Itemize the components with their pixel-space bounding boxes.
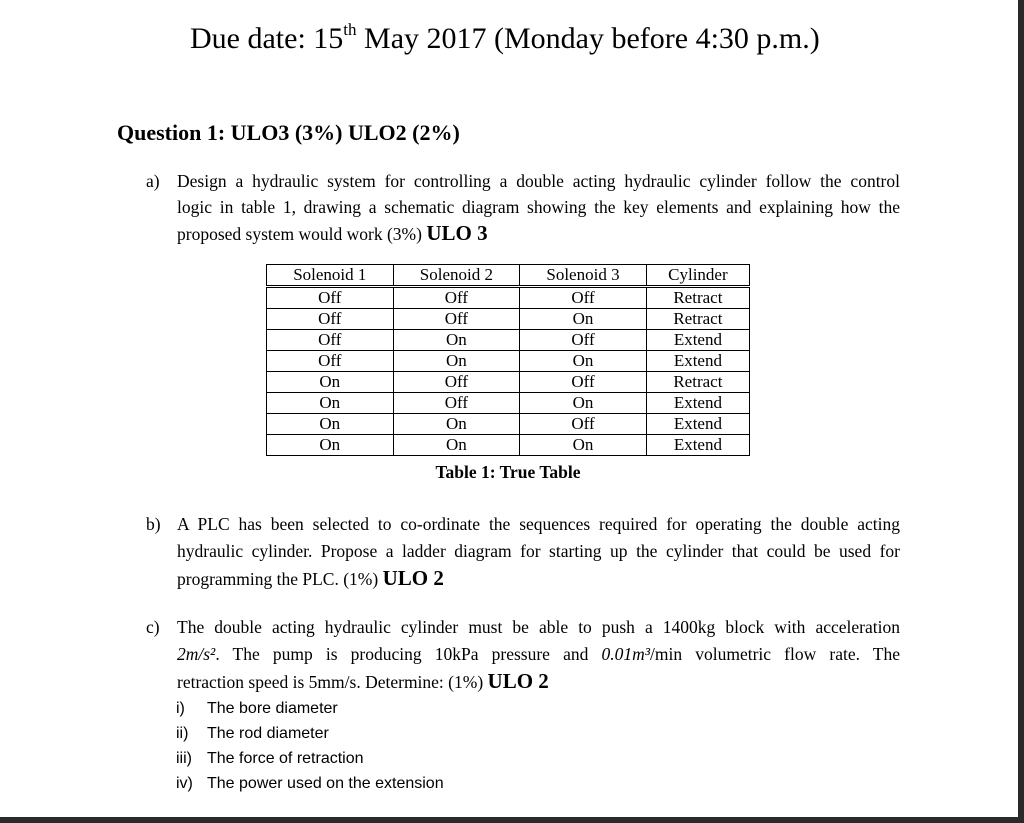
table-cell: Extend [646,330,749,351]
window-border-bottom [0,817,1024,823]
table-cell: Retract [646,309,749,330]
part-b-ulo: ULO 2 [382,566,444,590]
due-date-superscript: th [343,20,357,39]
table-cell: Off [520,372,647,393]
part-c-line [177,641,900,668]
part-c-line3: retraction speed is 5mm/s. Determine: (1%) [177,672,488,692]
table-cell: Off [393,372,520,393]
part-b-line [177,565,900,593]
table-cell: Off [267,309,394,330]
table-cell: On [520,351,647,372]
table-cell: Off [393,309,520,330]
table-cell: On [520,393,647,414]
table-row [267,287,750,309]
part-a-line3: proposed system would work (3%) [177,224,427,244]
table-cell: Retract [646,372,749,393]
table-row [267,393,750,414]
subitem-marker: iv) [176,775,193,792]
table-cell: On [267,414,394,435]
table-cell: On [267,372,394,393]
header-cell: Solenoid 3 [520,265,647,287]
header-cell: Solenoid 1 [267,265,394,287]
subitem-text: The rod diameter [207,725,329,742]
table-row [267,351,750,372]
table-cell: Off [393,287,520,309]
part-c-subitems [176,696,444,796]
header-cell: Cylinder [646,265,749,287]
part-b-line: hydraulic cylinder. Propose a ladder diagram for starting up the cylinder that could be used for [177,541,900,561]
question-title: Question 1: ULO3 (3%) ULO2 (2%) [117,120,460,145]
part-c-marker: c) [146,617,160,637]
flow-rate-value: 0.01m³ [601,644,650,664]
part-b-text [177,511,900,593]
due-date-heading [190,22,820,56]
table-cell: Off [520,330,647,351]
table-cell: Retract [646,287,749,309]
part-a [146,168,900,247]
part-b [146,511,900,593]
table-cell: Extend [646,414,749,435]
part-c-line2-mid: . The pump is producing 10kPa pressure and [215,644,602,664]
table-row [267,372,750,393]
table-cell: On [520,435,647,456]
table-cell: Off [267,351,394,372]
part-a-marker: a) [146,171,160,191]
table-row [267,435,750,456]
subitem-text: The power used on the extension [207,775,444,792]
subitem-marker: ii) [176,725,189,742]
part-b-line: A PLC has been selected to co-ordinate the sequences required for operating the double acting [177,514,900,534]
truth-table-header-row [267,265,750,287]
table-cell: On [267,435,394,456]
table-cell: Off [520,287,647,309]
table-cell: On [393,435,520,456]
part-a-line: logic in table 1, drawing a schematic diagram showing the key elements and explaining how the [177,197,900,217]
part-b-line3: programming the PLC. (1%) [177,569,383,589]
part-a-line: Design a hydraulic system for controlling a double acting hydraulic cylinder follow the control [177,171,900,191]
list-item [176,771,444,796]
list-item [176,696,444,721]
header-cell: Solenoid 2 [393,265,520,287]
list-item [176,746,444,771]
table-caption: Table 1: True Table [435,462,581,482]
due-date-suffix: May 2017 (Monday before 4:30 p.m.) [356,22,820,55]
part-b-marker: b) [146,514,161,534]
acceleration-value: 2m/s² [177,644,216,664]
list-item [176,721,444,746]
truth-table [266,264,750,456]
subitem-text: The force of retraction [207,750,364,767]
table-cell: Off [520,414,647,435]
table-row [267,414,750,435]
subitem-marker: i) [176,700,185,717]
window-border-right [1018,0,1024,823]
table-cell: On [393,351,520,372]
part-a-ulo: ULO 3 [426,221,488,245]
subitem-marker: iii) [176,750,192,767]
part-c [146,614,900,696]
table-cell: On [267,393,394,414]
table-cell: On [393,414,520,435]
table-cell: Extend [646,393,749,414]
table-row [267,309,750,330]
subitem-text: The bore diameter [207,700,338,717]
table-row [267,330,750,351]
table-cell: Off [267,287,394,309]
table-cell: Extend [646,351,749,372]
table-cell: Off [267,330,394,351]
part-c-line2-end: /min volumetric flow rate. The [650,644,901,664]
table-cell: Off [393,393,520,414]
part-a-text [177,168,900,247]
due-date-prefix: Due date: 15 [190,22,344,55]
table-cell: On [520,309,647,330]
part-c-text [177,614,900,696]
part-c-line: The double acting hydraulic cylinder must be able to push a 1400kg block with acceleration [177,617,900,637]
part-a-line [177,220,900,247]
part-c-ulo: ULO 2 [487,669,549,693]
table-cell: On [393,330,520,351]
part-c-line [177,668,900,696]
table-cell: Extend [646,435,749,456]
